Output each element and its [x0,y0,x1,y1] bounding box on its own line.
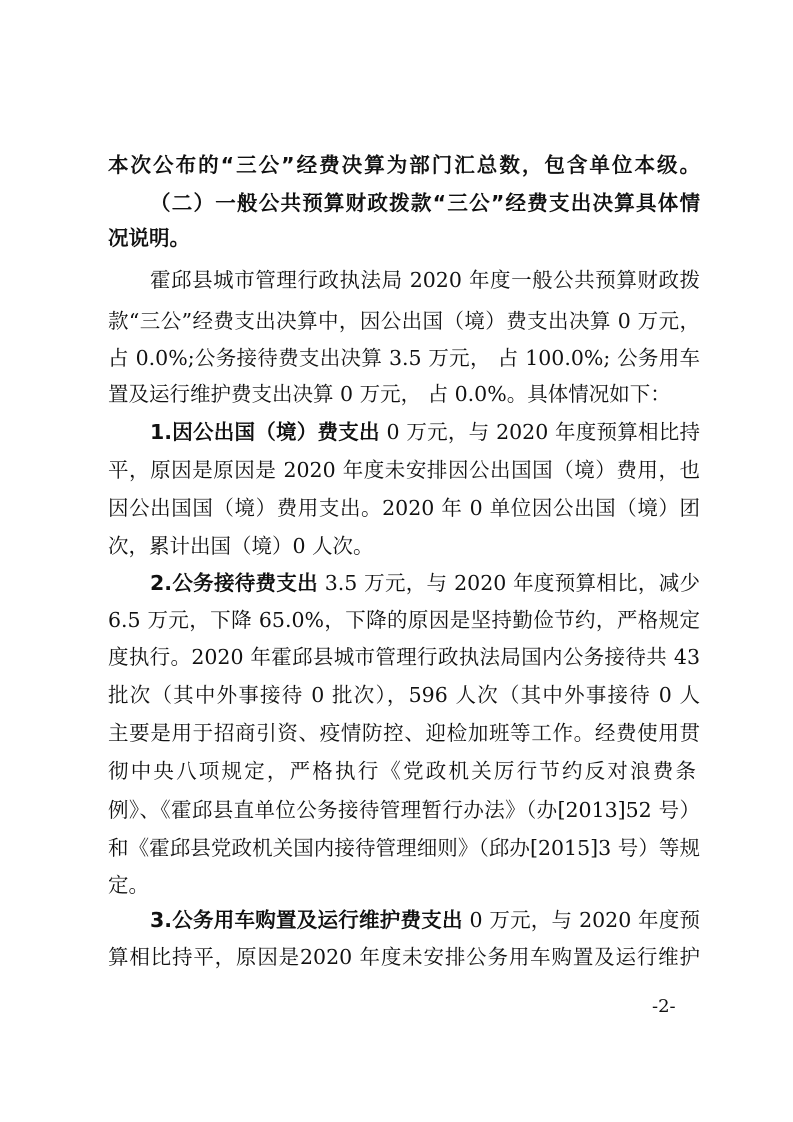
paragraph-line: 批次（其中外事接待 0 批次），596 人次（其中外事接待 0 人 [108,683,700,707]
item-1-title: 1.因公出国（境）费支出 [150,420,380,444]
paragraph-line: 平，原因是原因是 2020 年度未安排因公出国国（境）费用，也 [108,458,700,482]
paragraph-line: 次，累计出国（境）0 人次。 [108,534,374,558]
item-1-line [150,417,700,447]
section-heading-cont: 况说明。 [108,226,190,250]
item-2-text: 3.5 万元，与 2020 年度预算相比，减少 [317,571,700,595]
paragraph-line: 和《霍邱县党政机关国内接待管理细则》（邱办[2015]3 号）等规 [108,836,700,860]
item-2-title: 2.公务接待费支出 [150,571,318,595]
paragraph-line: 置及运行维护费支出决算 0 万元， 占 0.0%。具体情况如下： [108,382,671,406]
page-number: -2- [652,996,676,1017]
paragraph-line: 算相比持平，原因是2020 年度未安排公务用车购置及运行维护 [108,945,700,969]
paragraph-line: 例》、《霍邱县直单位公务接待管理暂行办法》（办[2013]52 号） [108,798,700,822]
item-1-text: 0 万元，与 2020 年度预算相比持 [379,420,700,444]
item-3-line [150,905,700,935]
paragraph-line: 彻中央八项规定，严格执行《党政机关厉行节约反对浪费条 [108,759,699,783]
paragraph-line: 占 0.0%;公务接待费支出决算 3.5 万元， 占 100.0%; 公务用车 [108,346,700,370]
paragraph-line: 6.5 万元，下降 65.0%，下降的原因是坚持勤俭节约，严格规定 [108,608,700,632]
paragraph-line: 本次公布的“三公”经费决算为部门汇总数，包含单位本级。 [108,153,700,177]
paragraph-line: 度执行。2020 年霍邱县城市管理行政执法局国内公务接待共 43 [108,645,700,669]
section-heading: （二）一般公共预算财政拨款“三公”经费支出决算具体情 [150,191,700,215]
paragraph-line: 款“三公”经费支出决算中，因公出国（境）费支出决算 0 万元， [108,309,700,333]
item-3-title: 3.公务用车购置及运行维护费支出 [150,908,463,932]
item-3-text: 0 万元，与 2020 年度预 [462,908,700,932]
paragraph-line: 定。 [108,873,149,897]
paragraph-line: 主要是用于招商引资、疫情防控、迎检加班等工作。经费使用贯 [108,721,700,745]
paragraph-line: 霍邱县城市管理行政执法局 2020 年度一般公共预算财政拨 [150,268,700,292]
item-2-line [150,568,700,598]
paragraph-line: 因公出国国（境）费用支出。2020 年 0 单位因公出国（境）团 [108,496,700,520]
